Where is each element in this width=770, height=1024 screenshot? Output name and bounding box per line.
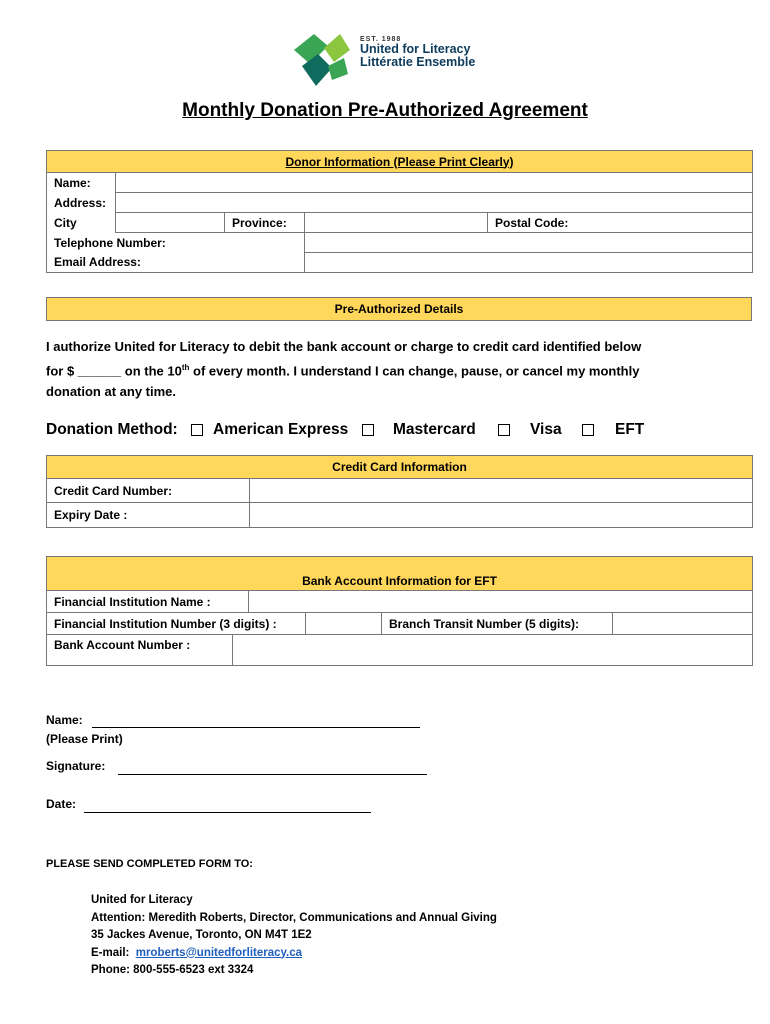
- visa-option-label: Visa: [530, 421, 562, 438]
- donor-address-field[interactable]: [116, 193, 753, 213]
- transit-label: Branch Transit Number (5 digits):: [382, 613, 613, 635]
- authorization-line-3: donation at any time.: [46, 384, 177, 400]
- credit-card-table: [46, 455, 753, 528]
- preauth-header: Pre-Authorized Details: [47, 298, 752, 321]
- fi-number-label: Financial Institution Number (3 digits) :: [47, 613, 306, 635]
- address-label: Address:: [47, 193, 116, 213]
- eft-option-label: EFT: [615, 421, 645, 438]
- donor-email-field[interactable]: [305, 253, 753, 273]
- province-label: Province:: [225, 213, 305, 233]
- bank-account-header: Bank Account Information for EFT: [47, 557, 753, 591]
- transit-field[interactable]: [613, 613, 753, 635]
- authorization-line-1: I authorize United for Literacy to debit the bank account or charge to credit card identified below: [46, 339, 642, 354]
- mailing-address: [91, 892, 497, 980]
- donor-name-field[interactable]: [116, 173, 753, 193]
- send-org: United for Literacy: [91, 894, 193, 906]
- amex-option-label: American Express: [213, 421, 349, 438]
- card-number-field[interactable]: [250, 479, 753, 503]
- credit-card-header: Credit Card Information: [47, 456, 753, 479]
- send-street: 35 Jackes Avenue, Toronto, ON M4T 1E2: [91, 929, 312, 941]
- name-label: Name:: [47, 173, 116, 193]
- fi-name-label: Financial Institution Name :: [47, 591, 249, 613]
- mastercard-option-label: Mastercard: [393, 421, 476, 438]
- account-number-label: Bank Account Number :: [47, 635, 233, 666]
- amex-checkbox[interactable]: [191, 424, 203, 436]
- signer-name-line[interactable]: [92, 727, 420, 728]
- donor-province-field[interactable]: [305, 213, 488, 233]
- page-title: Monthly Donation Pre-Authorized Agreement: [182, 100, 588, 121]
- donor-info-header: Donor Information (Please Print Clearly): [47, 151, 753, 173]
- send-email-row: [91, 945, 497, 963]
- donor-city-field[interactable]: [116, 213, 225, 233]
- email-link[interactable]: mroberts@unitedforliteracy.ca: [135, 946, 303, 959]
- authorization-line-2: for $ ______ on the 10th of every month. I understand I can change, pause, or cancel my monthly: [46, 363, 640, 379]
- logo-est: EST. 1988: [360, 36, 402, 43]
- telephone-label: Telephone Number:: [47, 233, 305, 253]
- send-phone: Phone: 800-555-6523 ext 3324: [91, 964, 254, 976]
- donation-method-label: Donation Method:: [46, 421, 178, 438]
- donor-telephone-field[interactable]: [305, 233, 753, 253]
- logo-name-fr: Littératie Ensemble: [360, 55, 476, 70]
- date-label: Date:: [46, 797, 77, 811]
- preauth-table: [46, 297, 752, 321]
- logo-leaf-icon: [288, 28, 354, 90]
- expiry-field[interactable]: [250, 503, 753, 528]
- send-heading: PLEASE SEND COMPLETED FORM TO:: [46, 858, 253, 870]
- please-print-note: (Please Print): [46, 732, 123, 746]
- authorization-text: [46, 336, 736, 402]
- expiry-label: Expiry Date :: [47, 503, 250, 528]
- bank-account-table: [46, 556, 753, 666]
- postal-code-label[interactable]: Postal Code:: [488, 213, 753, 233]
- signer-name-label: Name:: [46, 713, 83, 727]
- donor-info-table: [46, 150, 753, 273]
- signature-line[interactable]: [118, 774, 427, 775]
- date-line[interactable]: [84, 812, 371, 813]
- email-label: E-mail:: [91, 946, 130, 959]
- city-label: City: [47, 213, 116, 233]
- fi-name-field[interactable]: [249, 591, 753, 613]
- mastercard-checkbox[interactable]: [362, 424, 374, 436]
- eft-checkbox[interactable]: [582, 424, 594, 436]
- account-number-field[interactable]: [233, 635, 753, 666]
- fi-number-field[interactable]: [306, 613, 382, 635]
- logo: [288, 28, 488, 90]
- logo-name-en: United for Literacy: [360, 42, 471, 57]
- email-label: Email Address:: [47, 253, 305, 273]
- send-attention: Attention: Meredith Roberts, Director, Communications and Annual Giving: [91, 911, 497, 924]
- card-number-label: Credit Card Number:: [47, 479, 250, 503]
- signature-label: Signature:: [46, 759, 106, 773]
- visa-checkbox[interactable]: [498, 424, 510, 436]
